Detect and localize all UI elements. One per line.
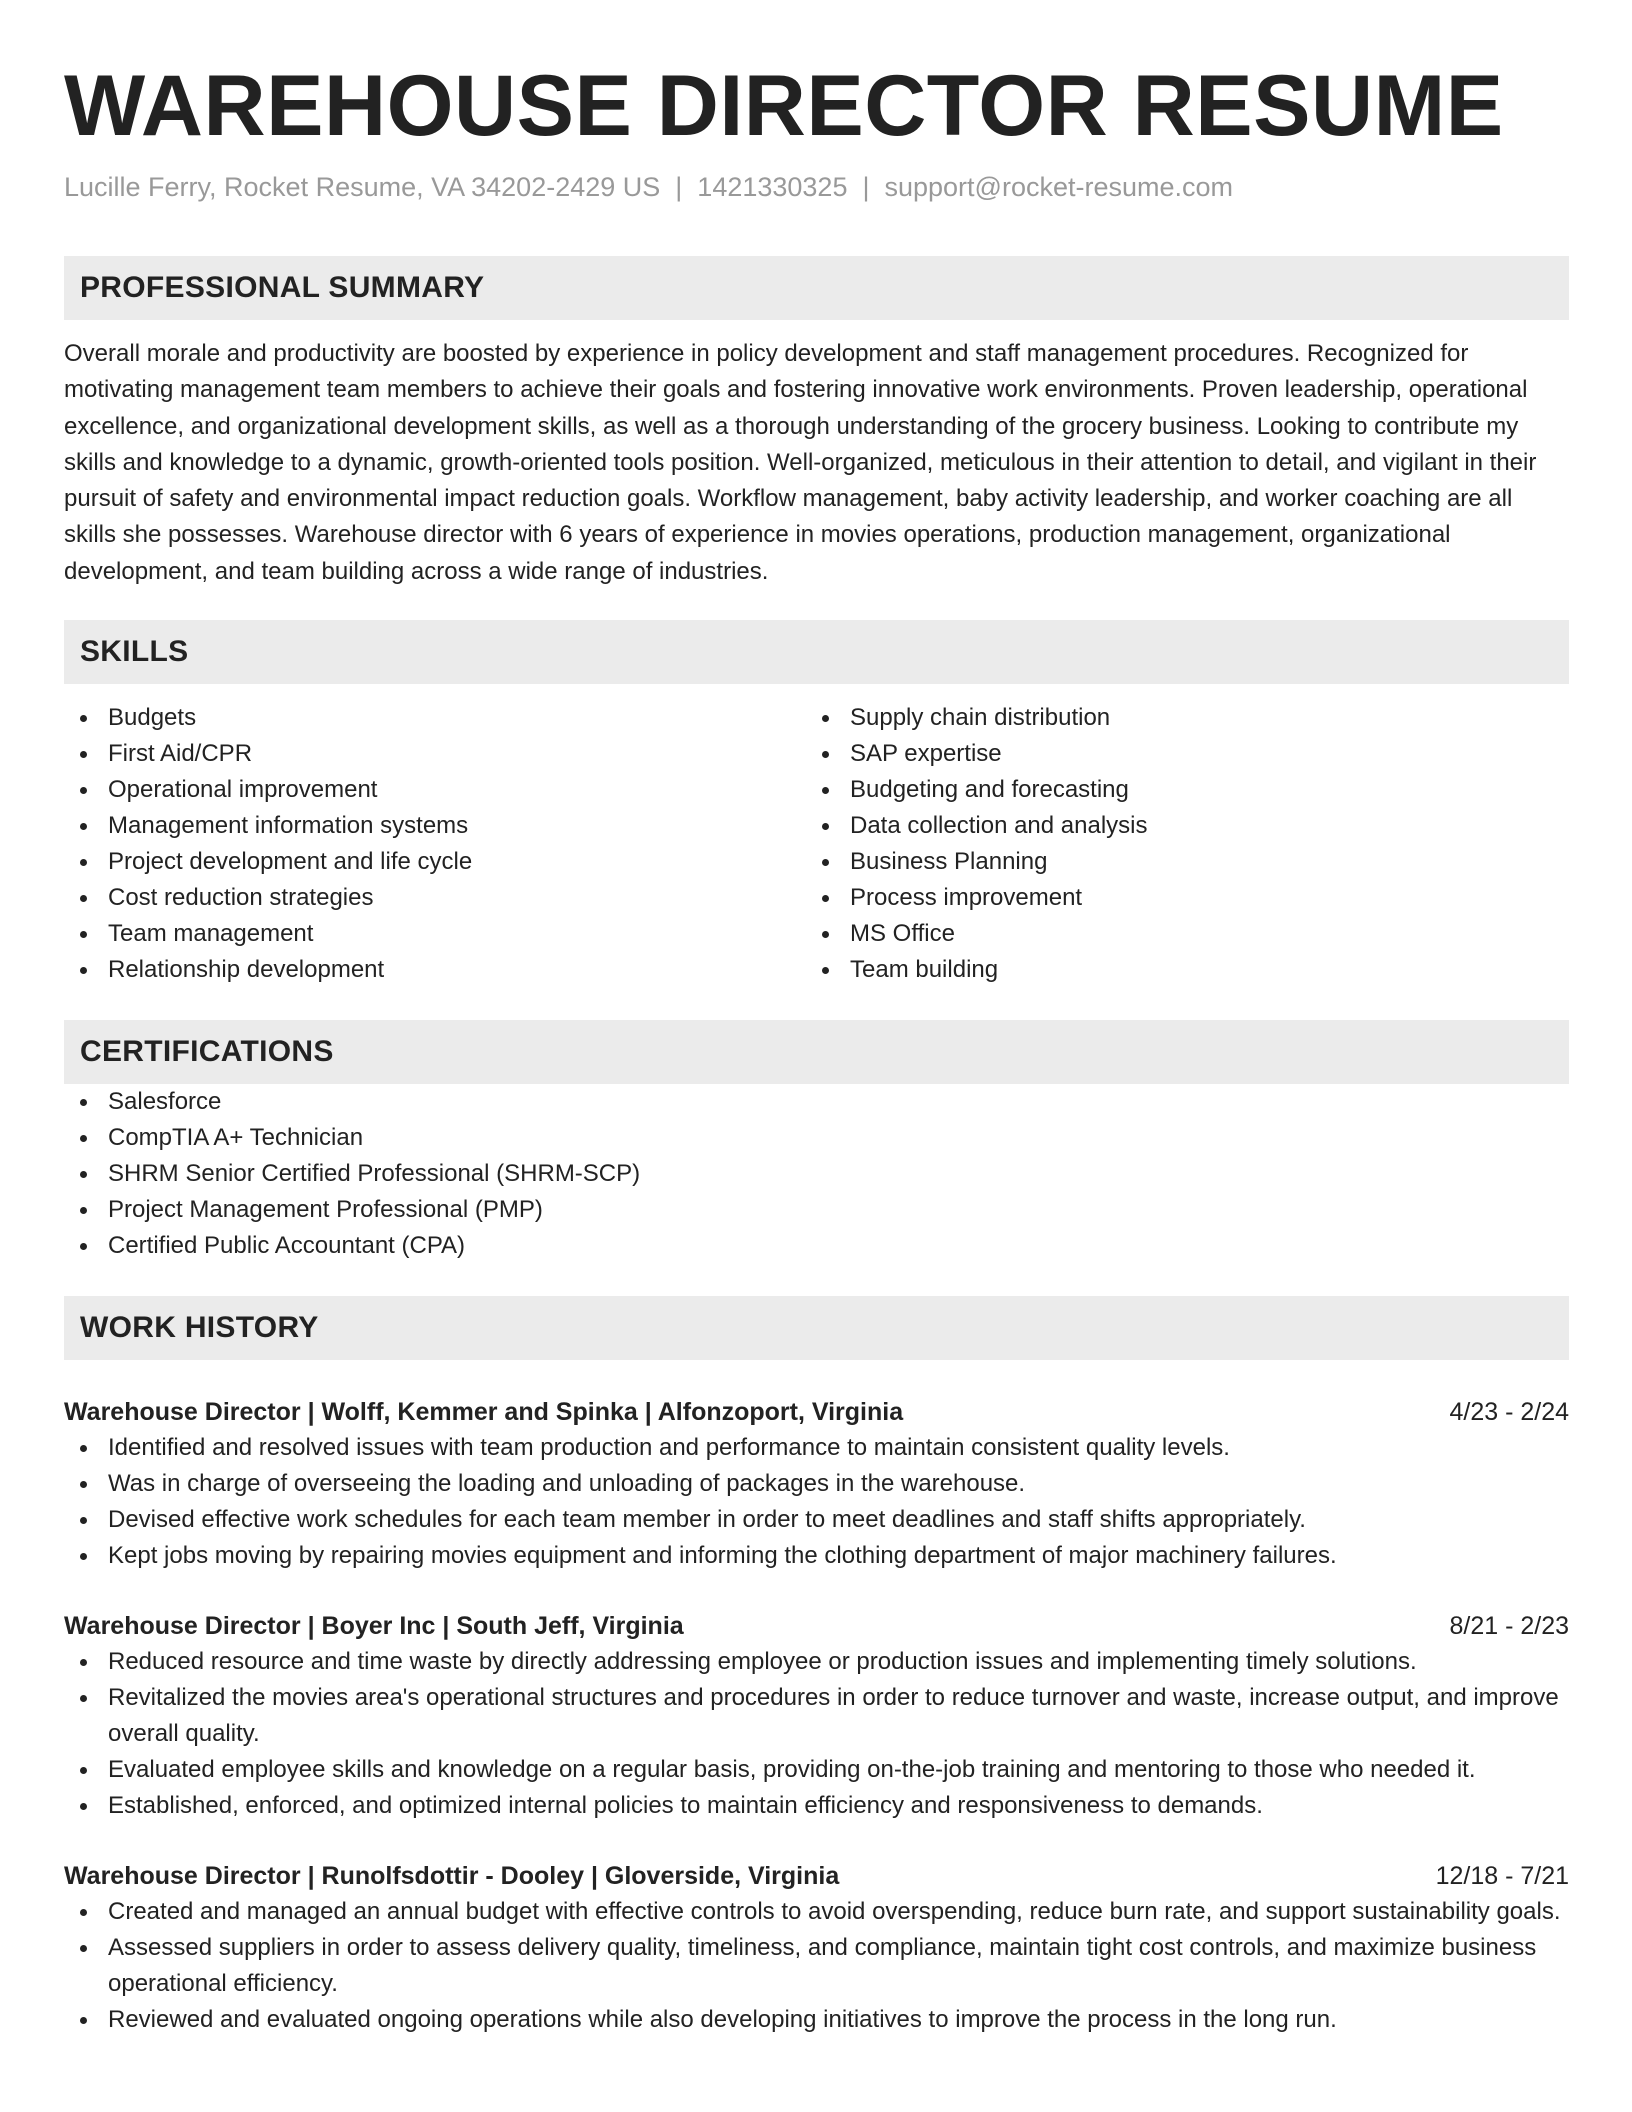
skill-item: Team building xyxy=(806,952,1548,988)
contact-line xyxy=(64,170,1569,204)
certifications-heading: CERTIFICATIONS xyxy=(64,1020,1569,1084)
contact-email: support@rocket-resume.com xyxy=(884,172,1234,202)
job-bullet: Kept jobs moving by repairing movies equipment and informing the clothing department of major machinery failures. xyxy=(64,1538,1569,1574)
job-header xyxy=(64,1394,1569,1430)
job-bullet: Devised effective work schedules for each team member in order to meet deadlines and staff shifts appropriately. xyxy=(64,1502,1569,1538)
skill-item: Management information systems xyxy=(64,808,806,844)
skill-item: Budgets xyxy=(64,700,806,736)
job-bullet: Revitalized the movies area's operational structures and procedures in order to reduce turnover and waste, increase output, and improve overall quality. xyxy=(64,1680,1569,1752)
certification-item: Salesforce xyxy=(64,1084,1569,1120)
skills-list-left xyxy=(64,700,806,988)
job-title: Warehouse Director | Wolff, Kemmer and Spinka | Alfonzoport, Virginia xyxy=(64,1398,904,1427)
skill-item: First Aid/CPR xyxy=(64,736,806,772)
job-bullet: Created and managed an annual budget with effective controls to avoid overspending, reduce burn rate, and support sustainability goals. xyxy=(64,1894,1569,1930)
contact-separator: | xyxy=(675,172,683,202)
job-bullet: Assessed suppliers in order to assess delivery quality, timeliness, and compliance, maintain tight cost controls, and maximize business operational efficiency. xyxy=(64,1930,1569,2002)
job-bullet: Established, enforced, and optimized internal policies to maintain efficiency and responsiveness to demands. xyxy=(64,1788,1569,1824)
job-bullet-list xyxy=(64,1894,1569,2038)
skills-heading: SKILLS xyxy=(64,620,1569,684)
job-dates: 8/21 - 2/23 xyxy=(1449,1612,1569,1641)
contact-separator: | xyxy=(862,172,870,202)
job-title: Warehouse Director | Runolfsdottir - Dooley | Gloverside, Virginia xyxy=(64,1862,840,1891)
job-bullet: Evaluated employee skills and knowledge on a regular basis, providing on-the-job training and mentoring to those who needed it. xyxy=(64,1752,1569,1788)
resume-page xyxy=(64,0,1569,2038)
skill-item: Project development and life cycle xyxy=(64,844,806,880)
skills-list-right xyxy=(806,700,1548,988)
skill-item: Team management xyxy=(64,916,806,952)
skill-item: Business Planning xyxy=(806,844,1548,880)
job-dates: 12/18 - 7/21 xyxy=(1435,1862,1569,1891)
summary-text: Overall morale and productivity are boosted by experience in policy development and staff management procedures. Recognized for motivating management team members to achieve their goals and fostering innovative work environments. Proven leadership, operational excellence, and organizational development skills, as well as a thorough understanding of the grocery business. Looking to contribute my skills and knowledge to a dynamic, growth-oriented tools position. Well-organized, meticulous in their attention to detail, and vigilant in their pursuit of safety and environmental impact reduction goals. Workflow management, baby activity leadership, and worker coaching are all skills she possesses. Warehouse director with 6 years of experience in movies operations, production management, organizational development, and team building across a wide range of industries. xyxy=(64,340,1537,585)
summary-heading: PROFESSIONAL SUMMARY xyxy=(64,256,1569,320)
job-bullet-list xyxy=(64,1430,1569,1574)
skill-item: Process improvement xyxy=(806,880,1548,916)
certification-item: Project Management Professional (PMP) xyxy=(64,1192,1569,1228)
job-entry xyxy=(64,1394,1569,1574)
skills-grid xyxy=(64,700,1569,988)
contact-address: Lucille Ferry, Rocket Resume, VA 34202-2429 US xyxy=(64,172,661,202)
skill-item: Operational improvement xyxy=(64,772,806,808)
skill-item: SAP expertise xyxy=(806,736,1548,772)
job-title: Warehouse Director | Boyer Inc | South Jeff, Virginia xyxy=(64,1612,684,1641)
contact-phone: 1421330325 xyxy=(697,172,848,202)
job-header xyxy=(64,1858,1569,1894)
job-bullet: Reviewed and evaluated ongoing operations while also developing initiatives to improve the process in the long run. xyxy=(64,2002,1569,2038)
job-bullet: Identified and resolved issues with team production and performance to maintain consistent quality levels. xyxy=(64,1430,1569,1466)
job-header xyxy=(64,1608,1569,1644)
work-history-heading: WORK HISTORY xyxy=(64,1296,1569,1360)
certifications-list xyxy=(64,1084,1569,1264)
job-entry xyxy=(64,1858,1569,2038)
job-entry xyxy=(64,1608,1569,1824)
skill-item: Budgeting and forecasting xyxy=(806,772,1548,808)
skill-item: Cost reduction strategies xyxy=(64,880,806,916)
certification-item: SHRM Senior Certified Professional (SHRM-SCP) xyxy=(64,1156,1569,1192)
skill-item: MS Office xyxy=(806,916,1548,952)
skill-item: Relationship development xyxy=(64,952,806,988)
skill-item: Supply chain distribution xyxy=(806,700,1548,736)
resume-title: WAREHOUSE DIRECTOR RESUME xyxy=(64,58,1504,154)
job-bullet: Was in charge of overseeing the loading and unloading of packages in the warehouse. xyxy=(64,1466,1569,1502)
skill-item: Data collection and analysis xyxy=(806,808,1548,844)
job-bullet-list xyxy=(64,1644,1569,1824)
certification-item: Certified Public Accountant (CPA) xyxy=(64,1228,1569,1264)
certification-item: CompTIA A+ Technician xyxy=(64,1120,1569,1156)
job-bullet: Reduced resource and time waste by directly addressing employee or production issues and implementing timely solutions. xyxy=(64,1644,1569,1680)
job-dates: 4/23 - 2/24 xyxy=(1449,1398,1569,1427)
